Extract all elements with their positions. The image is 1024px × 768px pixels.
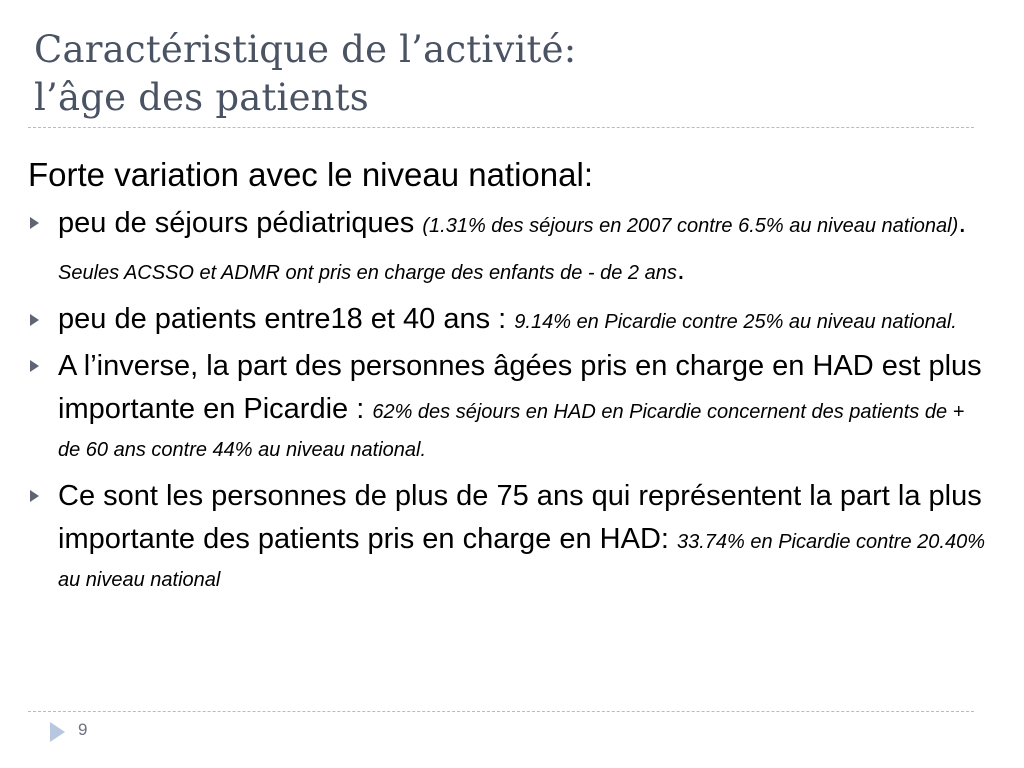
bullet-item-over-75 <box>28 477 988 601</box>
slide-title-line-2: l’âge des patients <box>34 76 369 119</box>
bullet-end: . <box>676 254 685 286</box>
triangle-right-icon <box>50 722 65 742</box>
bullet-detail-text: 9.14% en Picardie contre 25% au niveau national. <box>514 311 957 333</box>
bullet-detail-text-2: Seules ACSSO et ADMR ont pris en charge des enfants de - de 2 ans <box>58 262 677 284</box>
page-number: 9 <box>78 720 88 739</box>
bullet-detail-text: 33.74% en Picardie contre 20.40% au niveau national <box>58 531 985 591</box>
bullet-detail-text: (1.31% des séjours en 2007 contre 6.5% au niveau national) <box>422 215 959 237</box>
bullet-item-elderly <box>28 347 988 471</box>
slide-body <box>28 150 988 607</box>
bullet-main-text: Ce sont les personnes de plus de 75 ans qui représentent la part la plus importante des patients pris en charge en HAD: <box>58 480 982 555</box>
triangle-bullet-icon <box>30 217 39 229</box>
bullet-detail-text: 62% des séjours en HAD en Picardie concernent des patients de + de 60 ans contre 44% au niveau national. <box>58 401 965 461</box>
bullet-item-pediatric <box>28 202 988 296</box>
bullet-separator: . <box>958 207 967 239</box>
bullet-item-18-40 <box>28 302 988 341</box>
bullet-main-text: A l’inverse, la part des personnes âgées pris en charge en HAD est plus importante en Picardie : <box>58 350 982 425</box>
triangle-bullet-icon <box>30 360 39 372</box>
footer-divider <box>28 711 974 712</box>
title-divider <box>28 127 974 128</box>
bullet-main-text: peu de patients entre18 et 40 ans : <box>58 303 515 335</box>
lead-text: Forte variation avec le niveau national: <box>28 156 593 193</box>
triangle-bullet-icon <box>30 314 39 326</box>
triangle-bullet-icon <box>30 490 39 502</box>
slide-title <box>34 26 934 122</box>
slide-title-line-1: Caractéristique de l’activité: <box>34 28 577 71</box>
bullet-main-text: peu de séjours pédiatriques <box>58 207 423 239</box>
